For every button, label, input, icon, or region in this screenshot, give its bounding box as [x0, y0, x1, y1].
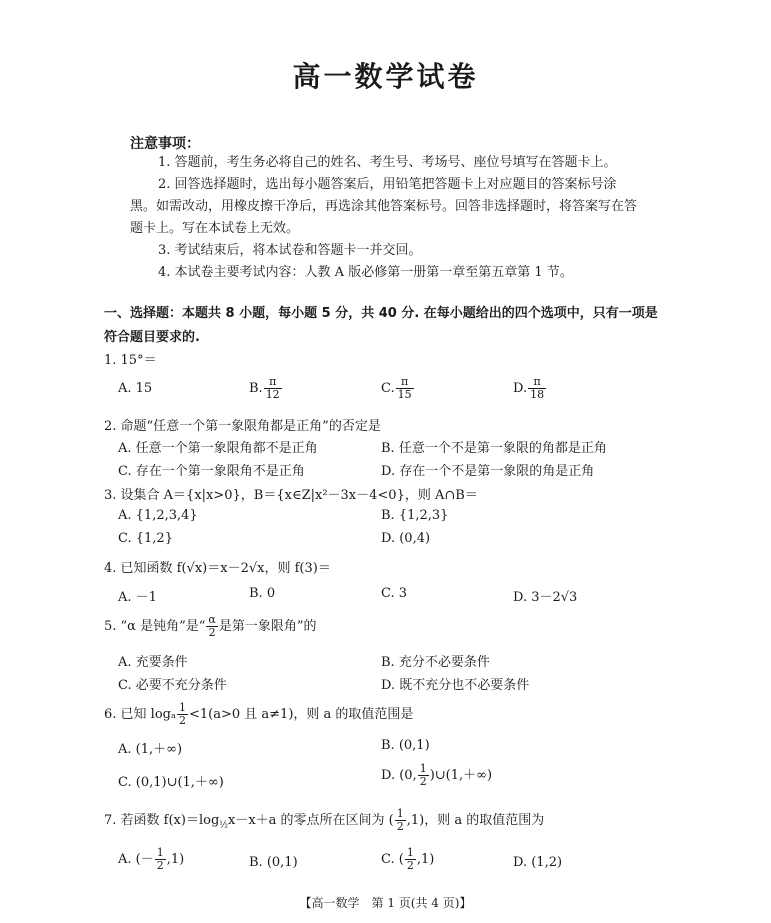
page-footer: 【高一数学 第 1 页(共 4 页)】 — [299, 896, 472, 910]
q2-option-c: C. 存在一个第一象限角不是正角 — [118, 464, 305, 479]
q2-option-a: A. 任意一个第一象限角都不是正角 — [118, 441, 318, 456]
q2-option-b: B. 任意一个不是第一象限的角都是正角 — [381, 441, 607, 456]
q1-option-a: A. 15 — [118, 381, 153, 396]
notice-heading: 注意事项： — [130, 136, 200, 152]
question-3-stem: 3. 设集合 A＝{x|x>0}，B＝{x∈Z|x²－3x－4<0}，则 A∩B＝ — [104, 488, 478, 503]
q7-option-a: A. (－ $\frac{1}{2}$ ,1) — [118, 846, 185, 872]
question-2-stem: 2. 命题“任意一个第一象限角都是正角”的否定是 — [104, 419, 381, 434]
question-6-stem: 6. 已知 logₐ $\frac{1}{2}$ <1(a>0 且 a≠1)，则 a 的取值范围是 — [104, 701, 414, 727]
q4-option-b: B. 0 — [249, 586, 276, 601]
q5-option-a: A. 充要条件 — [118, 655, 188, 670]
notice-item-1: 1. 答题前，考生务必将自己的姓名、考生号、考场号、座位号填写在答题卡上。 — [158, 155, 617, 170]
q4-option-c: C. 3 — [381, 586, 408, 601]
q6-option-d: D. (0, $\frac{1}{2}$ )∪(1,＋∞) — [381, 762, 493, 788]
q3-option-c: C. {1,2} — [118, 531, 173, 546]
q6-option-b: B. (0,1) — [381, 738, 430, 753]
q3-option-b: B. {1,2,3} — [381, 508, 449, 523]
page-title: 高一数学试卷 — [292, 60, 479, 93]
q4-option-a: A. －1 — [118, 590, 157, 605]
notice-item-4: 4. 本试卷主要考试内容：人教 A 版必修第一册第一章至第五章第 1 节。 — [158, 265, 573, 280]
question-5-stem: 5. “α 是钝角”是“ $\frac{\alpha}{2}$ 是第一象限角”的 — [104, 613, 317, 639]
q1-option-c: C. $\frac{\pi}{15}$ — [381, 375, 412, 401]
q4-option-d: D. 3－2√3 — [513, 590, 578, 605]
q1-option-d: D. $\frac{\pi}{18}$ — [513, 375, 545, 401]
question-4-stem: 4. 已知函数 f(√x)＝x－2√x，则 f(3)＝ — [104, 561, 331, 576]
q6-option-c: C. (0,1)∪(1,＋∞) — [118, 775, 224, 790]
q7-option-c: C. ( $\frac{1}{2}$ ,1) — [381, 846, 435, 872]
q1-option-b: B. $\frac{\pi}{12}$ — [249, 375, 280, 401]
q5-option-b: B. 充分不必要条件 — [381, 655, 490, 670]
q6-option-a: A. (1,＋∞) — [118, 742, 183, 757]
q7-option-d: D. (1,2) — [513, 855, 563, 870]
notice-item-2: 2. 回答选择题时，选出每小题答案后，用铅笔把答题卡上对应题目的答案标号涂黑。如需改动，用橡皮擦干净后，再选涂其他答案标号。回答非选择题时，将答案写在答题卡上。写在本试卷上无效。 — [130, 177, 638, 236]
q3-option-a: A. {1,2,3,4} — [118, 508, 198, 523]
q2-option-d: D. 存在一个不是第一象限的角是正角 — [381, 464, 595, 479]
question-7-stem: 7. 若函数 $f(x)=\log_{\frac{1}{2}}x-x+a$ 的零点所在区间为 ( $\frac{1}{2}$ ,1)，则 a 的取值范围为 — [104, 807, 545, 833]
q3-option-d: D. (0,4) — [381, 531, 431, 546]
q5-option-c: C. 必要不充分条件 — [118, 678, 227, 693]
section-heading: 一、选择题：本题共 8 小题，每小题 5 分，共 40 分. 在每小题给出的四个选项中，只有一项是符合题目要求的. — [104, 306, 658, 345]
q5-option-d: D. 既不充分也不必要条件 — [381, 678, 530, 693]
question-1-stem: 1. 15°＝ — [104, 353, 157, 368]
q7-option-b: B. (0,1) — [249, 855, 298, 870]
notice-item-3: 3. 考试结束后，将本试卷和答题卡一并交回。 — [158, 243, 422, 258]
